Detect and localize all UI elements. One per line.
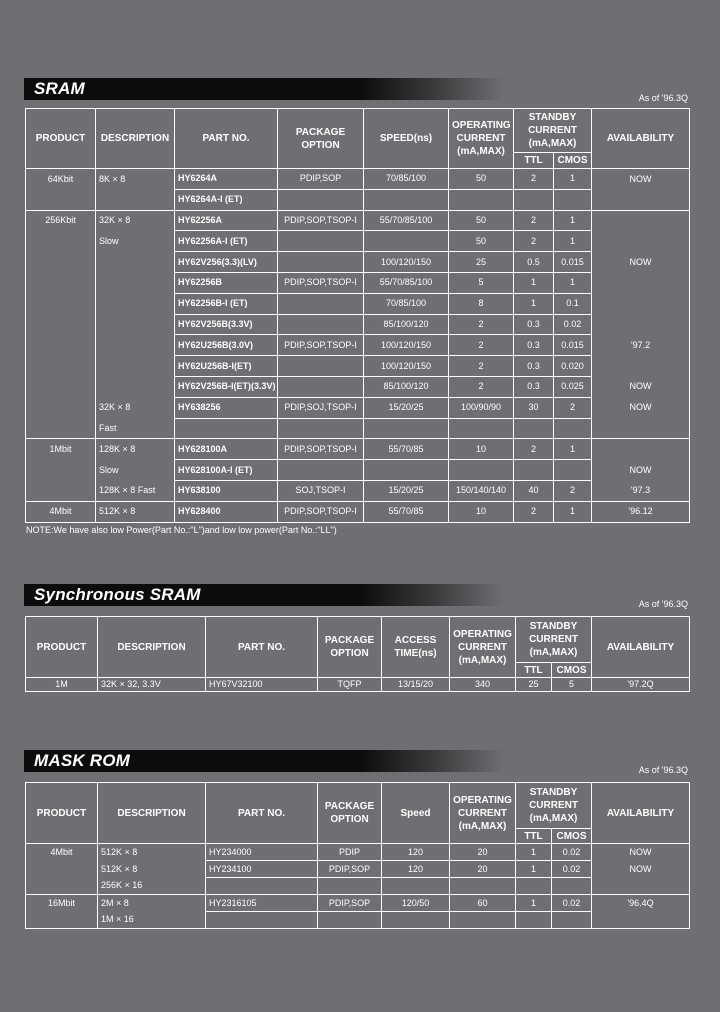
sram-header-cmos: CMOS — [554, 153, 592, 169]
cell-availability — [592, 356, 690, 377]
cell-availability: '97.2 — [592, 335, 690, 356]
cell-description: 32K × 8 — [96, 397, 175, 418]
mask-header-product: PRODUCT — [26, 783, 98, 844]
cell-availability: '96.4Q — [592, 895, 690, 912]
sram-header-operating: OPERATING CURRENT (mA,MAX) — [449, 109, 514, 169]
cell-package — [278, 418, 364, 439]
cell-speed — [382, 912, 450, 929]
table-row — [26, 293, 690, 314]
cell-description — [96, 189, 175, 210]
cell-speed — [364, 460, 449, 481]
mask-header-standby: STANDBY CURRENT (mA,MAX) — [516, 783, 592, 829]
cell-speed: 55/70/85/100 — [364, 210, 449, 231]
cell-part-no: HY62V256B-I(ET)(3.3V) — [175, 376, 278, 397]
cell-ttl: 2 — [514, 501, 554, 522]
cell-availability — [592, 439, 690, 460]
cell-part-no: HY62U256B-I(ET) — [175, 356, 278, 377]
cell-package: TQFP — [318, 678, 382, 692]
cell-availability — [592, 314, 690, 335]
table-row — [26, 397, 690, 418]
cell-product: 64Kbit — [26, 169, 96, 190]
cell-description: Fast — [96, 418, 175, 439]
cell-part-no: HY62U256B(3.0V) — [175, 335, 278, 356]
sync-header-availability: AVAILABILITY — [592, 617, 690, 678]
table-row — [26, 878, 690, 895]
cell-cmos: 1 — [554, 272, 592, 293]
cell-package — [278, 189, 364, 210]
cell-part-no: HY62256A — [175, 210, 278, 231]
cell-availability: '97.3 — [592, 480, 690, 501]
cell-package: PDIP,SOP,TSOP-I — [278, 210, 364, 231]
cell-speed: 100/120/150 — [364, 335, 449, 356]
cell-part-no: HY6264A — [175, 169, 278, 190]
cell-cmos: 1 — [554, 169, 592, 190]
cell-ttl: 2 — [514, 210, 554, 231]
sync-title: Synchronous SRAM — [34, 585, 201, 604]
cell-availability — [592, 418, 690, 439]
cell-availability — [592, 189, 690, 210]
cell-product — [26, 418, 96, 439]
cell-availability — [592, 272, 690, 293]
cell-package: SOJ,TSOP-I — [278, 480, 364, 501]
sync-header-operating: OPERATING CURRENT (mA,MAX) — [450, 617, 516, 678]
cell-package — [278, 293, 364, 314]
cell-description: Slow — [96, 460, 175, 481]
cell-product — [26, 314, 96, 335]
cell-ttl: 0.3 — [514, 376, 554, 397]
cell-cmos: 0.015 — [554, 252, 592, 273]
cell-description: 128K × 8 — [96, 439, 175, 460]
cell-cmos — [554, 460, 592, 481]
cell-product: 16Mbit — [26, 895, 98, 912]
table-row — [26, 844, 690, 861]
sram-table — [25, 108, 690, 523]
sram-header-standby: STANDBY CURRENT (mA,MAX) — [514, 109, 592, 153]
cell-part-no: HY628400 — [175, 501, 278, 522]
cell-description: 2M × 8 — [98, 895, 206, 912]
cell-ttl: 40 — [514, 480, 554, 501]
cell-speed: 55/70/85 — [364, 439, 449, 460]
cell-cmos: 0.02 — [552, 844, 592, 861]
table-row — [26, 169, 690, 190]
cell-product — [26, 252, 96, 273]
cell-speed: 120 — [382, 861, 450, 878]
cell-operating: 2 — [449, 335, 514, 356]
cell-speed — [364, 231, 449, 252]
cell-cmos: 5 — [552, 678, 592, 692]
cell-part-no: HY62256B — [175, 272, 278, 293]
cell-availability: '97.2Q — [592, 678, 690, 692]
cell-availability: NOW — [592, 252, 690, 273]
cell-part-no: HY62256B-I (ET) — [175, 293, 278, 314]
cell-operating: 10 — [449, 439, 514, 460]
cell-product: 4Mbit — [26, 844, 98, 861]
cell-speed: 85/100/120 — [364, 314, 449, 335]
cell-operating: 60 — [450, 895, 516, 912]
mask-title: MASK ROM — [34, 751, 131, 770]
cell-package: PDIP,SOP — [318, 895, 382, 912]
cell-part-no — [206, 878, 318, 895]
sram-header-part-no: PART NO. — [175, 109, 278, 169]
sync-header-access: ACCESS TIME(ns) — [382, 617, 450, 678]
table-row — [26, 335, 690, 356]
sram-header-description: DESCRIPTION — [96, 109, 175, 169]
cell-part-no: HY638256 — [175, 397, 278, 418]
cell-package — [278, 231, 364, 252]
cell-availability: NOW — [592, 844, 690, 861]
cell-package — [278, 314, 364, 335]
cell-speed: 85/100/120 — [364, 376, 449, 397]
cell-availability: NOW — [592, 376, 690, 397]
cell-description — [96, 376, 175, 397]
cell-package: PDIP,SOP,TSOP-I — [278, 439, 364, 460]
table-row — [26, 501, 690, 522]
cell-part-no: HY234100 — [206, 861, 318, 878]
mask-header-package: PACKAGE OPTION — [318, 783, 382, 844]
cell-product — [26, 460, 96, 481]
sync-header-product: PRODUCT — [26, 617, 98, 678]
cell-ttl — [514, 189, 554, 210]
cell-description: 1M × 16 — [98, 912, 206, 929]
cell-description — [96, 356, 175, 377]
cell-speed: 120 — [382, 844, 450, 861]
mask-header-operating: OPERATING CURRENT (mA,MAX) — [450, 783, 516, 844]
mask-header-speed: Speed — [382, 783, 450, 844]
table-row — [26, 376, 690, 397]
cell-product: 256Kbit — [26, 210, 96, 231]
cell-product — [26, 397, 96, 418]
cell-description — [96, 314, 175, 335]
cell-availability: '96.12 — [592, 501, 690, 522]
cell-ttl: 30 — [514, 397, 554, 418]
cell-cmos — [552, 912, 592, 929]
cell-operating: 50 — [449, 169, 514, 190]
table-row — [26, 439, 690, 460]
cell-description — [96, 272, 175, 293]
cell-speed: 70/85/100 — [364, 293, 449, 314]
cell-product — [26, 189, 96, 210]
cell-package — [278, 376, 364, 397]
sync-header-standby: STANDBY CURRENT (mA,MAX) — [516, 617, 592, 663]
cell-cmos: 1 — [554, 501, 592, 522]
cell-part-no — [175, 418, 278, 439]
cell-operating — [449, 189, 514, 210]
table-row — [26, 460, 690, 481]
cell-part-no: HY62256A-I (ET) — [175, 231, 278, 252]
table-row — [26, 189, 690, 210]
cell-product — [26, 293, 96, 314]
sram-header-ttl: TTL — [514, 153, 554, 169]
cell-operating: 20 — [450, 844, 516, 861]
cell-package — [278, 252, 364, 273]
cell-package: PDIP,SOP — [318, 861, 382, 878]
table-row — [26, 210, 690, 231]
cell-description: 32K × 32, 3.3V — [98, 678, 206, 692]
cell-operating — [449, 460, 514, 481]
mask-header-cmos: CMOS — [552, 829, 592, 844]
cell-package: PDIP,SOP,TSOP-I — [278, 272, 364, 293]
sync-title-bar — [24, 584, 504, 606]
cell-description: 512K × 8 — [98, 844, 206, 861]
cell-part-no: HY62V256B(3.3V) — [175, 314, 278, 335]
cell-operating: 100/90/90 — [449, 397, 514, 418]
cell-operating: 150/140/140 — [449, 480, 514, 501]
mask-header-availability: AVAILABILITY — [592, 783, 690, 844]
table-row — [26, 912, 690, 929]
cell-operating: 2 — [449, 376, 514, 397]
mask-header-part-no: PART NO. — [206, 783, 318, 844]
cell-availability: NOW — [592, 397, 690, 418]
cell-package: PDIP,SOP,TSOP-I — [278, 501, 364, 522]
cell-part-no: HY628100A-I (ET) — [175, 460, 278, 481]
cell-cmos: 2 — [554, 397, 592, 418]
cell-product — [26, 272, 96, 293]
cell-cmos: 1 — [554, 439, 592, 460]
cell-ttl — [514, 460, 554, 481]
cell-operating: 8 — [449, 293, 514, 314]
sram-header-package: PACKAGE OPTION — [278, 109, 364, 169]
cell-ttl: 0.5 — [514, 252, 554, 273]
cell-speed: 100/120/150 — [364, 252, 449, 273]
cell-description: 128K × 8 Fast — [96, 480, 175, 501]
cell-cmos: 0.02 — [554, 314, 592, 335]
sync-as-of: As of '96.3Q — [638, 599, 688, 609]
sram-as-of: As of '96.3Q — [638, 93, 688, 103]
cell-product — [26, 878, 98, 895]
sram-note: NOTE:We have also low Power(Part No.:"L")and low low power(Part No.:"LL") — [26, 525, 337, 535]
sync-header-ttl: TTL — [516, 663, 552, 678]
table-row — [26, 231, 690, 252]
cell-cmos — [552, 878, 592, 895]
cell-operating: 2 — [449, 314, 514, 335]
cell-availability — [592, 293, 690, 314]
cell-description — [96, 293, 175, 314]
cell-speed: 15/20/25 — [364, 480, 449, 501]
cell-part-no: HY67V32100 — [206, 678, 318, 692]
cell-operating: 5 — [449, 272, 514, 293]
table-row — [26, 356, 690, 377]
cell-operating: 50 — [449, 231, 514, 252]
cell-speed: 70/85/100 — [364, 169, 449, 190]
cell-cmos: 0.1 — [554, 293, 592, 314]
cell-description: 512K × 8 — [98, 861, 206, 878]
cell-part-no: HY234000 — [206, 844, 318, 861]
cell-part-no: HY62V256(3.3)(LV) — [175, 252, 278, 273]
cell-product: 4Mbit — [26, 501, 96, 522]
cell-availability: NOW — [592, 169, 690, 190]
cell-cmos: 0.015 — [554, 335, 592, 356]
cell-product — [26, 356, 96, 377]
mask-table — [25, 782, 690, 929]
cell-cmos: 0.025 — [554, 376, 592, 397]
sram-header-product: PRODUCT — [26, 109, 96, 169]
cell-ttl: 25 — [516, 678, 552, 692]
cell-ttl: 0.3 — [514, 335, 554, 356]
cell-cmos: 2 — [554, 480, 592, 501]
cell-speed: 120/50 — [382, 895, 450, 912]
cell-speed: 55/70/85 — [364, 501, 449, 522]
cell-operating — [450, 878, 516, 895]
cell-operating: 25 — [449, 252, 514, 273]
sync-header-part-no: PART NO. — [206, 617, 318, 678]
cell-package: PDIP,SOP,TSOP-I — [278, 335, 364, 356]
cell-speed — [364, 418, 449, 439]
cell-availability — [592, 878, 690, 895]
cell-cmos: 1 — [554, 231, 592, 252]
cell-product — [26, 912, 98, 929]
cell-speed — [364, 189, 449, 210]
cell-package — [318, 912, 382, 929]
sram-title: SRAM — [34, 79, 85, 98]
cell-ttl: 0.3 — [514, 356, 554, 377]
table-row — [26, 314, 690, 335]
cell-product — [26, 335, 96, 356]
sram-header-availability: AVAILABILITY — [592, 109, 690, 169]
cell-description: 512K × 8 — [96, 501, 175, 522]
cell-ttl — [516, 912, 552, 929]
cell-part-no: HY6264A-I (ET) — [175, 189, 278, 210]
mask-as-of: As of '96.3Q — [638, 765, 688, 775]
table-row — [26, 678, 690, 692]
cell-description: Slow — [96, 231, 175, 252]
table-row — [26, 272, 690, 293]
table-row — [26, 895, 690, 912]
cell-operating: 340 — [450, 678, 516, 692]
cell-package — [278, 460, 364, 481]
sync-header-package: PACKAGE OPTION — [318, 617, 382, 678]
cell-part-no: HY628100A — [175, 439, 278, 460]
cell-description: 32K × 8 — [96, 210, 175, 231]
cell-product — [26, 861, 98, 878]
cell-part-no — [206, 912, 318, 929]
cell-part-no: HY2316105 — [206, 895, 318, 912]
table-row — [26, 861, 690, 878]
cell-operating: 2 — [449, 356, 514, 377]
cell-product: 1Mbit — [26, 439, 96, 460]
cell-operating — [449, 418, 514, 439]
cell-availability: NOW — [592, 460, 690, 481]
cell-part-no: HY638100 — [175, 480, 278, 501]
cell-availability — [592, 210, 690, 231]
cell-speed: 100/120/150 — [364, 356, 449, 377]
cell-operating: 50 — [449, 210, 514, 231]
cell-availability — [592, 912, 690, 929]
cell-ttl — [514, 418, 554, 439]
cell-availability — [592, 231, 690, 252]
cell-product: 1M — [26, 678, 98, 692]
sync-header-cmos: CMOS — [552, 663, 592, 678]
cell-ttl: 1 — [514, 293, 554, 314]
cell-cmos — [554, 189, 592, 210]
table-row — [26, 480, 690, 501]
cell-ttl: 1 — [516, 861, 552, 878]
cell-ttl: 1 — [516, 895, 552, 912]
cell-package: PDIP,SOP — [278, 169, 364, 190]
cell-operating — [450, 912, 516, 929]
cell-package: PDIP,SOJ,TSOP-I — [278, 397, 364, 418]
cell-cmos: 1 — [554, 210, 592, 231]
cell-ttl: 2 — [514, 439, 554, 460]
cell-package — [318, 878, 382, 895]
cell-cmos: 0.02 — [552, 895, 592, 912]
sync-table — [25, 616, 690, 692]
cell-cmos: 0.020 — [554, 356, 592, 377]
cell-ttl: 2 — [514, 169, 554, 190]
cell-description: 256K × 16 — [98, 878, 206, 895]
cell-package — [278, 356, 364, 377]
cell-access: 13/15/20 — [382, 678, 450, 692]
table-row — [26, 252, 690, 273]
cell-speed — [382, 878, 450, 895]
mask-header-description: DESCRIPTION — [98, 783, 206, 844]
cell-availability: NOW — [592, 861, 690, 878]
mask-header-ttl: TTL — [516, 829, 552, 844]
cell-ttl: 1 — [514, 272, 554, 293]
cell-ttl: 0.3 — [514, 314, 554, 335]
cell-cmos — [554, 418, 592, 439]
sram-header-speed: SPEED(ns) — [364, 109, 449, 169]
sram-title-bar — [24, 78, 504, 100]
cell-package: PDIP — [318, 844, 382, 861]
cell-ttl — [516, 878, 552, 895]
cell-description — [96, 335, 175, 356]
sync-header-description: DESCRIPTION — [98, 617, 206, 678]
mask-title-bar — [24, 750, 504, 772]
cell-ttl: 2 — [514, 231, 554, 252]
cell-cmos: 0.02 — [552, 861, 592, 878]
table-row — [26, 418, 690, 439]
cell-product — [26, 376, 96, 397]
cell-speed: 55/70/85/100 — [364, 272, 449, 293]
cell-speed: 15/20/25 — [364, 397, 449, 418]
cell-operating: 20 — [450, 861, 516, 878]
cell-description: 8K × 8 — [96, 169, 175, 190]
cell-operating: 10 — [449, 501, 514, 522]
cell-description — [96, 252, 175, 273]
cell-product — [26, 480, 96, 501]
cell-ttl: 1 — [516, 844, 552, 861]
cell-product — [26, 231, 96, 252]
